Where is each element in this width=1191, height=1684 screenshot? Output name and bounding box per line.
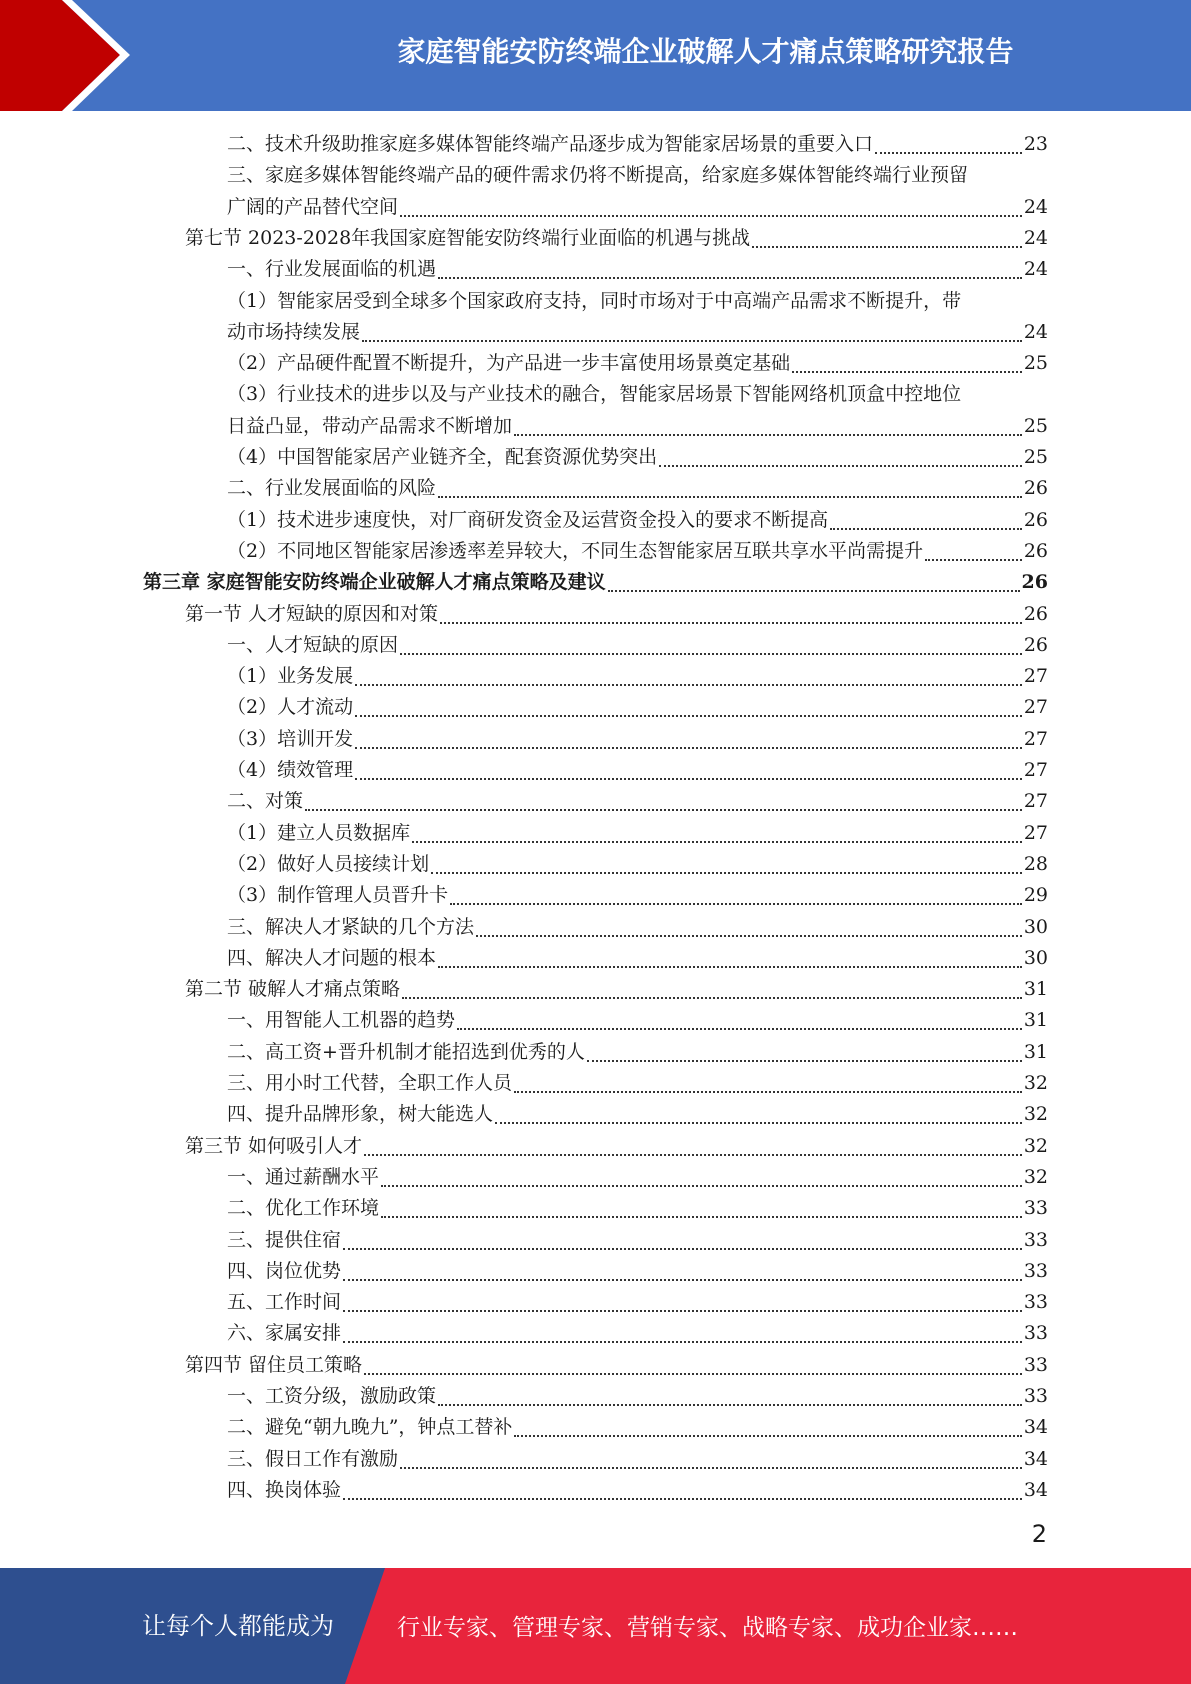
toc-page-number: 30 (1023, 946, 1048, 969)
toc-entry-title: 二、高工资+晋升机制才能招选到优秀的人 (227, 1040, 585, 1063)
toc-entry[interactable] (227, 1444, 1048, 1475)
toc-entry[interactable] (227, 411, 1048, 442)
toc-entry-title: 三、家庭多媒体智能终端产品的硬件需求仍将不断提高，给家庭多媒体智能终端行业预留 (227, 164, 969, 187)
toc-entry[interactable] (227, 661, 1048, 692)
toc-dot-leader (830, 504, 1022, 530)
toc-entry-title: 一、人才短缺的原因 (227, 633, 399, 656)
toc-page-number: 33 (1023, 1259, 1048, 1282)
toc-entry[interactable] (227, 286, 1048, 317)
toc-page-number: 24 (1023, 320, 1048, 343)
toc-page-number: 26 (1023, 477, 1048, 500)
toc-dot-leader (355, 723, 1022, 749)
toc-dot-leader (364, 1130, 1022, 1156)
toc-page-number: 24 (1023, 258, 1048, 281)
toc-entry[interactable] (227, 379, 1048, 410)
footer-slogan-right: 行业专家、管理专家、营销专家、战略专家、成功企业家…… (397, 1615, 1018, 1641)
toc-entry[interactable] (227, 1412, 1048, 1443)
toc-dot-leader (457, 1004, 1022, 1030)
toc-entry[interactable] (227, 1287, 1048, 1318)
toc-page-number: 34 (1023, 1447, 1048, 1470)
toc-page-number: 34 (1023, 1478, 1048, 1501)
toc-entry[interactable] (227, 912, 1048, 943)
toc-page-number: 33 (1023, 1228, 1048, 1251)
toc-dot-leader (440, 598, 1022, 624)
toc-page-number: 26 (1021, 571, 1048, 594)
toc-dot-leader (438, 472, 1022, 498)
toc-entry-title: 第七节 2023-2028年我国家庭智能安防终端行业面临的机遇与挑战 (185, 226, 751, 249)
toc-entry[interactable] (227, 786, 1048, 817)
toc-page-number: 27 (1023, 727, 1048, 750)
toc-dot-leader (402, 973, 1022, 999)
toc-dot-leader (355, 691, 1022, 717)
toc-section[interactable] (185, 223, 1048, 254)
toc-dot-leader (400, 629, 1022, 655)
toc-dot-leader (381, 1192, 1022, 1218)
toc-entry-title: 一、工资分级，激励政策 (227, 1385, 437, 1407)
toc-entry-title: 第一节 人才短缺的原因和对策 (185, 602, 439, 625)
toc-dot-leader (343, 1286, 1022, 1312)
toc-page-number: 27 (1023, 665, 1048, 688)
toc-entry[interactable] (227, 1099, 1048, 1130)
toc-dot-leader (587, 1036, 1022, 1062)
toc-dot-leader (400, 191, 1022, 217)
toc-dot-leader (514, 1067, 1022, 1093)
toc-dot-leader (875, 128, 1022, 154)
toc-page-number: 32 (1023, 1165, 1048, 1188)
toc-entry[interactable] (227, 943, 1048, 974)
toc-dot-leader (925, 535, 1022, 561)
toc-entry-title: 动市场持续发展 (227, 320, 361, 343)
toc-entry[interactable] (227, 192, 1048, 223)
toc-page-number: 32 (1023, 1103, 1048, 1126)
toc-dot-leader (305, 785, 1022, 811)
toc-entry[interactable] (227, 1318, 1048, 1349)
toc-entry-title: （3）行业技术的进步以及与产业技术的融合，智能家居场景下智能网络机顶盒中控地位 (227, 383, 962, 406)
toc-dot-leader (381, 1161, 1022, 1187)
page-header (0, 0, 1191, 111)
toc-dot-leader (362, 316, 1022, 342)
toc-entry-title: 第四节 留住员工策略 (185, 1353, 363, 1376)
toc-page-number: 27 (1023, 790, 1048, 813)
toc-page-number: 26 (1023, 508, 1048, 531)
toc-page-number: 29 (1023, 884, 1048, 907)
toc-entry-title: 第三节 如何吸引人才 (185, 1134, 363, 1157)
toc-entry-title: 四、解决人才问题的根本 (227, 946, 437, 969)
toc-page-number: 33 (1023, 1322, 1048, 1345)
toc-page-number: 24 (1023, 195, 1048, 218)
toc-entry[interactable] (227, 630, 1048, 661)
toc-entry-title: 日益凸显，带动产品需求不断增加 (227, 414, 513, 437)
toc-page-number: 32 (1023, 1134, 1048, 1157)
toc-entry[interactable] (227, 1256, 1048, 1287)
toc-entry-title: 三、解决人才紧缺的几个方法 (227, 915, 475, 938)
toc-dot-leader (514, 1411, 1021, 1437)
toc-dot-leader (438, 1380, 1022, 1406)
toc-entry-title: 一、行业发展面临的机遇 (227, 258, 437, 281)
toc-dot-leader (343, 1224, 1022, 1250)
toc-dot-leader (364, 1349, 1022, 1375)
toc-dot-leader (752, 222, 1022, 248)
toc-page-number: 31 (1023, 1040, 1048, 1063)
toc-entry-title: （1）建立人员数据库 (227, 821, 411, 844)
toc-page-number: 33 (1023, 1291, 1048, 1314)
toc-entry[interactable] (227, 880, 1048, 911)
toc-dot-leader (412, 817, 1022, 843)
toc-page-number: 30 (1023, 915, 1048, 938)
toc-entry-title: （2）做好人员接续计划 (227, 852, 430, 875)
toc-entry[interactable] (227, 536, 1048, 567)
toc-page-number: 25 (1023, 414, 1048, 437)
toc-page-number: 34 (1023, 1416, 1048, 1439)
toc-page-number: 33 (1023, 1385, 1048, 1407)
toc-page-number: 33 (1023, 1197, 1048, 1220)
toc-entry[interactable] (227, 442, 1048, 473)
toc-dot-leader (343, 1317, 1022, 1343)
toc-entry[interactable] (227, 1381, 1048, 1412)
toc-dot-leader (514, 410, 1022, 436)
toc-entry-title: 四、岗位优势 (227, 1259, 342, 1282)
toc-entry-title: 三、用小时工代替，全职工作人员 (227, 1072, 513, 1094)
toc-entry[interactable] (227, 473, 1048, 504)
toc-page-number: 24 (1023, 226, 1048, 249)
toc-entry-title: （1）技术进步速度快，对厂商研发资金及运营资金投入的要求不断提高 (227, 508, 829, 531)
toc-dot-leader (792, 347, 1022, 373)
toc-entry[interactable] (227, 1225, 1048, 1256)
toc-page-number: 27 (1023, 821, 1048, 844)
toc-dot-leader (608, 566, 1020, 592)
toc-entry-title: （2）产品硬件配置不断提升，为产品进一步丰富使用场景奠定基础 (227, 352, 791, 375)
toc-chapter[interactable] (143, 567, 1048, 598)
toc-entry[interactable] (227, 818, 1048, 849)
page-footer (0, 1568, 1191, 1684)
toc-entry[interactable] (227, 1193, 1048, 1224)
toc-entry-title: 一、通过薪酬水平 (227, 1165, 380, 1188)
toc-entry-title: （4）绩效管理 (227, 759, 354, 781)
report-title: 家庭智能安防终端企业破解人才痛点策略研究报告 (397, 35, 1014, 68)
toc-entry-title: 四、提升品牌形象，树大能选人 (227, 1103, 494, 1126)
toc-dot-leader (659, 441, 1022, 467)
footer-slogan-left: 让每个人都能成为 (142, 1612, 334, 1640)
toc-dot-leader (495, 1098, 1022, 1124)
toc-dot-leader (343, 1474, 1022, 1500)
toc-entry-title: 二、行业发展面临的风险 (227, 477, 437, 500)
toc-page-number: 31 (1023, 978, 1048, 1001)
toc-entry-title: 三、假日工作有激励 (227, 1447, 399, 1470)
toc-dot-leader (355, 754, 1022, 780)
page-number: 2 (1031, 1520, 1047, 1548)
toc-section[interactable] (185, 599, 1048, 630)
toc-entry-title: 三、提供住宿 (227, 1228, 342, 1251)
toc-entry[interactable] (227, 505, 1048, 536)
toc-entry-title: （1）智能家居受到全球多个国家政府支持，同时市场对于中高端产品需求不断提升，带 (227, 289, 962, 312)
toc-page-number: 23 (1023, 133, 1048, 155)
toc-dot-leader (343, 1255, 1022, 1281)
toc-page-number: 25 (1023, 446, 1048, 468)
toc-entry[interactable] (227, 724, 1048, 755)
toc-entry-title: （2）人才流动 (227, 696, 354, 719)
toc-page-number: 27 (1023, 696, 1048, 719)
toc-page-number: 31 (1023, 1009, 1048, 1032)
toc-entry-title: 二、技术升级助推家庭多媒体智能终端产品逐步成为智能家居场景的重要入口 (227, 133, 874, 155)
toc-entry-title: 五、工作时间 (227, 1291, 342, 1314)
toc-section[interactable] (185, 1350, 1048, 1381)
toc-entry-title: 六、家属安排 (227, 1322, 342, 1345)
toc-entry[interactable] (227, 160, 1048, 191)
toc-entry-title: 二、避免“朝九晚九”，钟点工替补 (227, 1416, 513, 1439)
toc-page-number: 26 (1023, 633, 1048, 656)
toc-entry-title: 二、对策 (227, 790, 304, 813)
toc-page-number: 26 (1023, 602, 1048, 625)
toc-entry[interactable] (227, 692, 1048, 723)
toc-entry-title: （4）中国智能家居产业链齐全，配套资源优势突出 (227, 446, 658, 468)
toc-entry-title: （3）制作管理人员晋升卡 (227, 884, 449, 907)
toc-page-number: 26 (1023, 539, 1048, 562)
toc-entry[interactable] (227, 1005, 1048, 1036)
toc-entry[interactable] (227, 1162, 1048, 1193)
toc-page-number: 32 (1023, 1072, 1048, 1094)
toc-page-number: 25 (1023, 352, 1048, 375)
toc-entry-title: （3）培训开发 (227, 727, 354, 750)
toc-page-number: 28 (1023, 852, 1048, 875)
toc-entry[interactable] (227, 1068, 1048, 1099)
toc-entry[interactable] (227, 129, 1048, 160)
toc-entry-title: （1）业务发展 (227, 665, 354, 688)
toc-dot-leader (400, 1443, 1022, 1469)
toc-entry[interactable] (227, 254, 1048, 285)
toc-entry-title: 第三章 家庭智能安防终端企业破解人才痛点策略及建议 (143, 571, 606, 594)
toc-dot-leader (438, 942, 1022, 968)
toc-entry[interactable] (227, 1475, 1048, 1506)
toc-dot-leader (450, 879, 1022, 905)
toc-section[interactable] (185, 974, 1048, 1005)
toc-entry[interactable] (227, 317, 1048, 348)
toc-entry-title: 四、换岗体验 (227, 1478, 342, 1501)
toc-entry-title: （2）不同地区智能家居渗透率差异较大，不同生态智能家居互联共享水平尚需提升 (227, 539, 924, 562)
toc-entry[interactable] (227, 849, 1048, 880)
toc-page-number: 27 (1023, 759, 1048, 781)
toc-dot-leader (355, 660, 1022, 686)
toc-dot-leader (476, 911, 1022, 937)
toc-entry-title: 一、用智能人工机器的趋势 (227, 1009, 456, 1032)
toc-entry-title: 广阔的产品替代空间 (227, 195, 399, 218)
toc-section[interactable] (185, 1131, 1048, 1162)
toc-entry-title: 二、优化工作环境 (227, 1197, 380, 1220)
toc-entry[interactable] (227, 1037, 1048, 1068)
toc-entry[interactable] (227, 755, 1048, 786)
toc-dot-leader (431, 848, 1022, 874)
toc-page-number: 33 (1023, 1353, 1048, 1376)
toc-dot-leader (438, 253, 1022, 279)
toc-entry[interactable] (227, 348, 1048, 379)
toc-entry-title: 第二节 破解人才痛点策略 (185, 978, 401, 1001)
header-chevron-icon (0, 0, 150, 111)
